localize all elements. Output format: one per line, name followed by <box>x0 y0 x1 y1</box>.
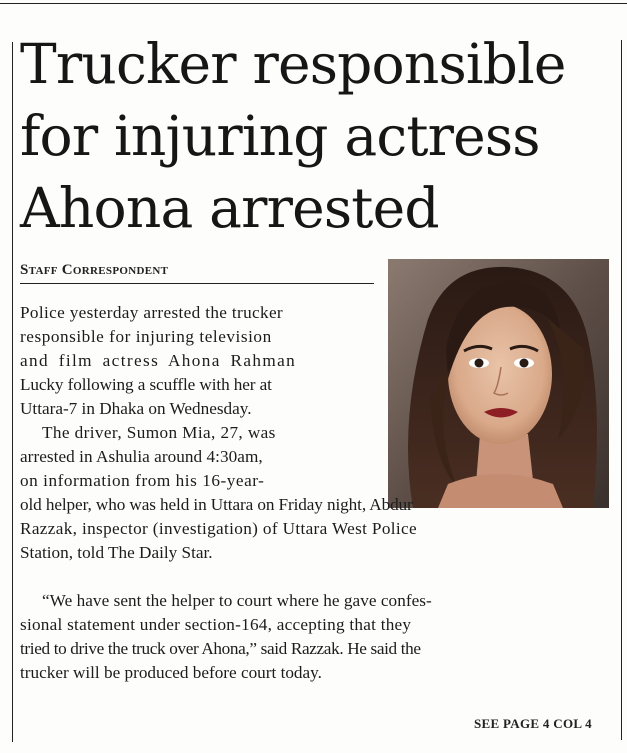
paragraph-3 <box>20 589 432 685</box>
paragraph-2 <box>20 421 417 565</box>
left-border <box>12 42 13 742</box>
headline-line: Ahona arrested <box>20 176 439 240</box>
text-line: arrested in Ashulia around 4:30am, <box>20 447 263 466</box>
portrait-photo <box>388 259 609 508</box>
byline-divider <box>20 283 374 284</box>
text-line: tried to drive the truck over Ahona,” said Razzak. He said the <box>20 639 421 658</box>
top-border <box>0 3 627 4</box>
text-line: and film actress Ahona Rahman <box>20 351 297 370</box>
text-line: Station, told The Daily Star. <box>20 543 213 562</box>
paragraph-1 <box>20 301 296 421</box>
text-line: on information from his 16-year- <box>20 471 265 490</box>
headline <box>20 28 620 244</box>
text-line: Uttara-7 in Dhaka on Wednesday. <box>20 399 252 418</box>
right-border <box>621 40 622 740</box>
byline: Staff Correspondent <box>20 262 169 278</box>
text-line: trucker will be produced before court today. <box>20 663 322 682</box>
text-line: “We have sent the helper to court where he gave confes- <box>42 591 432 610</box>
text-line: Police yesterday arrested the trucker <box>20 303 284 322</box>
text-line: old helper, who was held in Uttara on Friday night, Abdur <box>20 495 413 514</box>
text-line: Lucky following a scuffle with her at <box>20 375 272 394</box>
continuation-note: SEE PAGE 4 COL 4 <box>474 716 592 731</box>
text-line: sional statement under section-164, accepting that they <box>20 615 412 634</box>
text-line: responsible for injuring television <box>20 327 272 346</box>
headline-line: Trucker responsible <box>20 32 566 96</box>
text-line: The driver, Sumon Mia, 27, was <box>42 423 276 442</box>
headline-line: for injuring actress <box>20 104 540 168</box>
text-line: Razzak, inspector (investigation) of Uttara West Police <box>20 519 417 538</box>
